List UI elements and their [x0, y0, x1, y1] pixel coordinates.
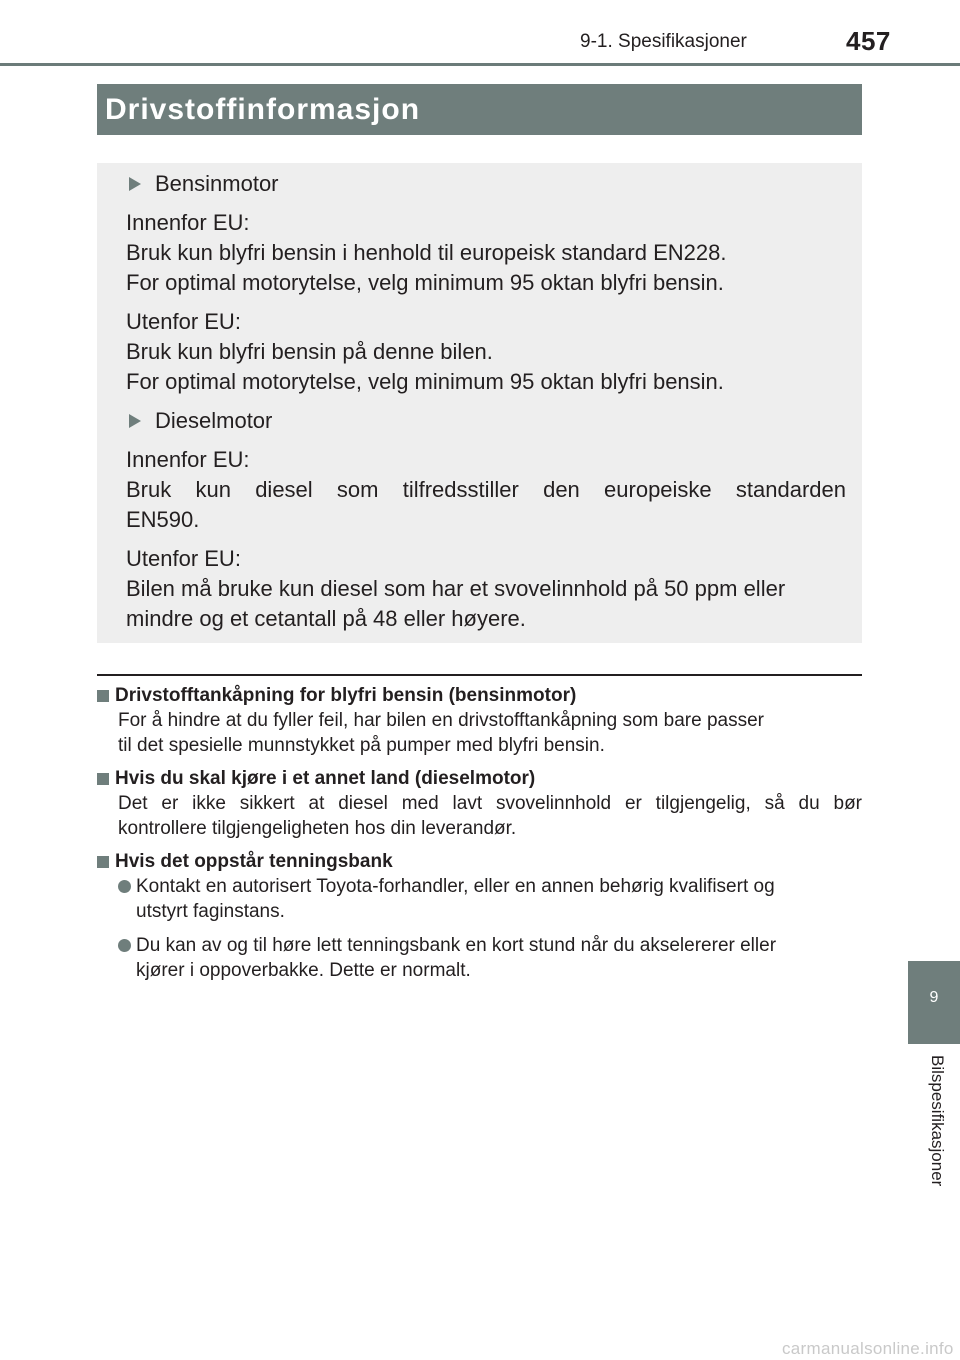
text-line: Du kan av og til høre lett tenningsbank en kort stund når du akselererer eller [136, 935, 777, 956]
circle-bullet-icon [118, 880, 131, 893]
petrol-heading [126, 169, 846, 199]
text-line: Kontakt en autorisert Toyota-forhandler, eller en annen behørig kvalifisert og [136, 876, 775, 897]
text-line: til det spesielle munnstykket på pumper med blyfri bensin. [118, 735, 605, 756]
square-bullet-icon [97, 773, 109, 785]
header-section-title: 9-1. Spesifikasjoner [580, 31, 747, 52]
triangle-bullet-icon [129, 414, 141, 428]
text-line: kontrollere tilgjengeligheten hos din leverandør. [118, 818, 517, 839]
note-heading [97, 684, 862, 708]
text-line: kjører i oppoverbakke. Dette er normalt. [136, 960, 471, 981]
list-item-text [136, 874, 775, 924]
list-item-text [136, 933, 776, 983]
header-divider [0, 63, 960, 66]
diesel-heading-label: Dieselmotor [155, 408, 273, 433]
text-line: Utenfor EU: [126, 309, 241, 334]
petrol-inside-eu [126, 208, 846, 298]
note-heading [97, 850, 862, 874]
text-line: Bruk kun diesel som tilfredsstiller den europeiske standarden [126, 477, 846, 502]
list-item [118, 933, 862, 983]
text-line: For å hindre at du fyller feil, har bilen en drivstofftankåpning som bare passer [118, 710, 764, 731]
petrol-heading-label: Bensinmotor [155, 171, 279, 196]
circle-bullet-icon [118, 939, 131, 952]
chapter-number: 9 [929, 989, 939, 1006]
text-line: Bruk kun blyfri bensin på denne bilen. [126, 339, 493, 364]
note-heading-label: Hvis det oppstår tenningsbank [115, 851, 393, 872]
page-title: Drivstoffinformasjon [105, 93, 421, 126]
diesel-outside-eu [126, 544, 846, 634]
fuel-info-box [97, 163, 862, 643]
text-line: utstyrt faginstans. [136, 901, 285, 922]
diesel-inside-eu [126, 445, 846, 535]
text-line: For optimal motorytelse, velg minimum 95 oktan blyfri bensin. [126, 270, 724, 295]
note-body [118, 708, 862, 758]
note-heading-label: Hvis du skal kjøre i et annet land (dieselmotor) [115, 768, 536, 789]
text-line: Det er ikke sikkert at diesel med lavt svovelinnhold er tilgjengelig, så du bør [118, 793, 862, 814]
section-divider [97, 674, 862, 676]
title-bar [97, 84, 862, 135]
chapter-label: Bilspesifikasjoner [928, 1055, 947, 1187]
note-heading-label: Drivstofftankåpning for blyfri bensin (bensinmotor) [115, 685, 577, 706]
triangle-bullet-icon [129, 177, 141, 191]
watermark: carmanualsonline.info [782, 1339, 954, 1358]
text-line: For optimal motorytelse, velg minimum 95 oktan blyfri bensin. [126, 369, 724, 394]
note-body [118, 791, 862, 841]
note-heading [97, 767, 862, 791]
text-line: Innenfor EU: [126, 210, 250, 235]
petrol-outside-eu [126, 307, 846, 397]
square-bullet-icon [97, 856, 109, 868]
diesel-heading [126, 406, 846, 436]
text-line: Utenfor EU: [126, 546, 241, 571]
text-line: Bilen må bruke kun diesel som har et svovelinnhold på 50 ppm eller [126, 576, 786, 601]
page-number: 457 [846, 26, 891, 56]
text-line: EN590. [126, 507, 200, 532]
square-bullet-icon [97, 690, 109, 702]
chapter-tab [908, 961, 960, 1044]
text-line: Innenfor EU: [126, 447, 250, 472]
notes-section [97, 684, 862, 992]
text-line: mindre og et cetantall på 48 eller høyere. [126, 606, 526, 631]
list-item [118, 874, 862, 924]
text-line: Bruk kun blyfri bensin i henhold til europeisk standard EN228. [126, 240, 727, 265]
